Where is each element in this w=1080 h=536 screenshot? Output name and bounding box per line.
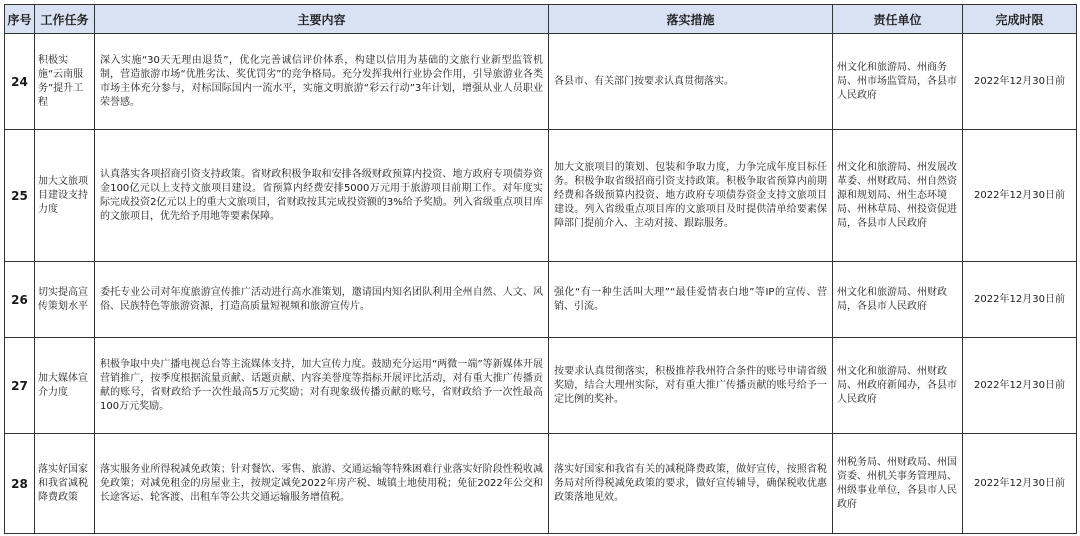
table-row	[5, 34, 1077, 130]
policy-table	[4, 4, 1077, 534]
header-seq: 序号	[5, 5, 35, 34]
row-unit: 州文化和旅游局、州发展改革委、州财政局、州自然资源和规划局、州生态环境局、州林草局、州投资促进局，各县市人民政府	[833, 130, 963, 262]
row-task: 切实提高宣传策划水平	[35, 262, 95, 338]
table-row	[5, 338, 1077, 434]
header-unit: 责任单位	[833, 5, 963, 34]
row-seq: 28	[5, 434, 35, 534]
row-content: 深入实施“30天无理由退货”，优化完善诚信评价体系，构建以信用为基础的文旅行业新型监管机制，营造旅游市场“优胜劣汰、奖优罚劣”的竞争格局。充分发挥我州行业协会作用，引导旅游业各类市场主体充分参与，对标国际国内一流水平，实施文明旅游“彩云行动”3年计划，增强从业人员职业荣誉感。	[95, 34, 549, 130]
row-measure: 强化“有一种生活叫大理”“最佳爱情表白地”等IP的宣传、营销、引流。	[549, 262, 833, 338]
row-seq: 27	[5, 338, 35, 434]
table-row	[5, 262, 1077, 338]
row-unit: 州税务局、州财政局、州国资委、州机关事务管理局、州级事业单位，各县市人民政府	[833, 434, 963, 534]
row-deadline: 2022年12月30日前	[963, 262, 1077, 338]
row-task: 加大文旅项目建设支持力度	[35, 130, 95, 262]
row-content: 委托专业公司对年度旅游宣传推广活动进行高水准策划，邀请国内知名团队利用全州自然、人文、风俗、民族特色等旅游资源，打造高质量短视频和旅游宣传片。	[95, 262, 549, 338]
row-measure: 按要求认真贯彻落实，积极推荐我州符合条件的账号申请省级奖励，结合大理州实际，对有重大推广传播贡献的账号给予一定比例的奖补。	[549, 338, 833, 434]
table-row	[5, 130, 1077, 262]
row-task: 加大媒体宣介力度	[35, 338, 95, 434]
row-unit: 州文化和旅游局、州商务局、州市场监管局，各县市人民政府	[833, 34, 963, 130]
row-task: 积极实施“云南服务”提升工程	[35, 34, 95, 130]
row-content: 认真落实各项招商引资支持政策。省财政积极争取和安排各级财政预算内投资、地方政府专项债券资金100亿元以上支持文旅项目建设。省预算内经费安排5000万元用于旅游项目前期工作。对年度实际完成投资2亿元以上的重大文旅项目，省财政按其完成投资额的3%给予奖励。列入省级重点项目库的文旅项目，优先给予用地等要素保障。	[95, 130, 549, 262]
row-measure: 加大文旅项目的策划、包装和争取力度，力争完成年度目标任务。积极争取省级招商引资支持政策。积极争取省预算内前期经费和各级预算内投资、地方政府专项债券资金支持文旅项目建设。列入省级重点项目库的文旅项目及时提供清单给要素保障部门提前介入、主动对接、跟踪服务。	[549, 130, 833, 262]
row-unit: 州文化和旅游局、州财政局，各县市人民政府	[833, 262, 963, 338]
row-unit: 州文化和旅游局、州财政局、州政府新闻办，各县市人民政府	[833, 338, 963, 434]
row-deadline: 2022年12月30日前	[963, 434, 1077, 534]
table-row	[5, 434, 1077, 534]
row-deadline: 2022年12月30日前	[963, 34, 1077, 130]
policy-table-wrapper	[4, 4, 1076, 534]
header-deadline: 完成时限	[963, 5, 1077, 34]
row-measure: 各县市、有关部门按要求认真贯彻落实。	[549, 34, 833, 130]
row-deadline: 2022年12月30日前	[963, 338, 1077, 434]
header-measure: 落实措施	[549, 5, 833, 34]
row-seq: 24	[5, 34, 35, 130]
row-content: 落实服务业所得税减免政策；针对餐饮、零售、旅游、交通运输等特殊困难行业落实好阶段性税收减免政策；对减免租金的房屋业主，按规定减免2022年房产税、城镇土地使用税；免征2022年公交和长途客运、轮客渡、出租车等公共交通运输服务增值税。	[95, 434, 549, 534]
row-deadline: 2022年12月30日前	[963, 130, 1077, 262]
row-seq: 26	[5, 262, 35, 338]
header-content: 主要内容	[95, 5, 549, 34]
row-task: 落实好国家和我省减税降费政策	[35, 434, 95, 534]
row-measure: 落实好国家和我省有关的减税降费政策，做好宣传，按照省税务局对所得税减免政策的要求，做好宣传辅导，确保税收优惠政策落地见效。	[549, 434, 833, 534]
row-seq: 25	[5, 130, 35, 262]
row-content: 积极争取中央广播电视总台等主流媒体支持，加大宣传力度。鼓励充分运用“两微一端”等新媒体开展营销推广，按季度根据流量贡献、话题贡献、内容美誉度等指标开展评比活动，对有重大推广传播贡献的账号，省财政给予一次性最高5万元奖励；对有现象级传播贡献的账号，省财政给予一次性最高100万元奖励。	[95, 338, 549, 434]
header-row	[5, 5, 1077, 34]
header-task: 工作任务	[35, 5, 95, 34]
